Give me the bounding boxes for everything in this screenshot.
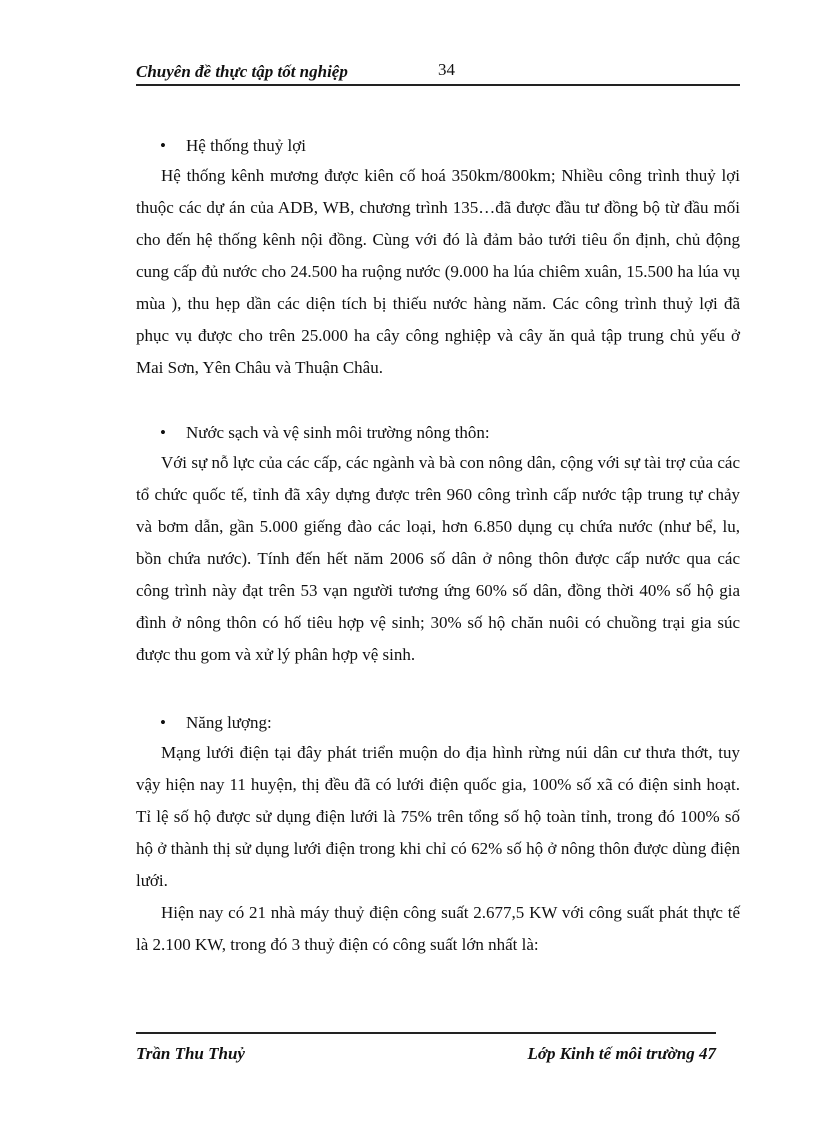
section-heading-text: Năng lượng: [186, 713, 272, 732]
page-header [136, 58, 740, 86]
main-content [136, 132, 740, 961]
page-number: 34 [438, 60, 455, 79]
bullet-icon: • [160, 423, 166, 442]
section-heading [136, 132, 740, 160]
bullet-icon: • [160, 713, 166, 732]
paragraph: Với sự nỗ lực của các cấp, các ngành và bà con nông dân, cộng với sự tài trợ của các tổ chức quốc tế, tỉnh đã xây dựng được trên 960 công trình cấp nước tập trung tự chảy và bơm dẫn, gần 5.000 giếng đào các loại, hơn 6.850 dụng cụ chứa nước (như bể, lu, bồn chứa nước). Tính đến hết năm 2006 số dân ở nông thôn được cấp nước qua các công trình này đạt trên 53 vạn người tương ứng 60% số dân, đồng thời 40% số hộ gia đình ở nông thôn có hố tiêu hợp vệ sinh; 30% số hộ chăn nuôi có chuồng trại gia súc được thu gom và xử lý phân hợp vệ sinh. [136, 453, 740, 664]
author-name: Trần Thu Thuỷ [136, 1044, 245, 1063]
paragraph: Hệ thống kênh mương được kiên cố hoá 350km/800km; Nhiều công trình thuỷ lợi thuộc các dự án của ADB, WB, chương trình 135…đã được đầu tư đồng bộ từ đầu mối cho đến hệ thống kênh nội đồng. Cùng với đó là đảm bảo tưới tiêu ổn định, chủ động cung cấp đủ nước cho 24.500 ha ruộng nước (9.000 ha lúa chiêm xuân, 15.500 ha lúa vụ mùa ), thu hẹp dần các diện tích bị thiếu nước hàng năm. Các công trình thuỷ lợi đã phục vụ được cho trên 25.000 ha cây công nghiệp và cây ăn quả tập trung chủ yếu ở Mai Sơn, Yên Châu và Thuận Châu. [136, 166, 740, 377]
page-footer [136, 1032, 716, 1063]
section-heading [136, 419, 740, 447]
section-heading-text: Hệ thống thuỷ lợi [186, 136, 306, 155]
bullet-icon: • [160, 136, 166, 155]
paragraph: Mạng lưới điện tại đây phát triển muộn do địa hình rừng núi dân cư thưa thớt, tuy vậy hiện nay 11 huyện, thị đều đã có lưới điện quốc gia, 100% số xã có điện sinh hoạt. Tỉ lệ số hộ được sử dụng điện lưới là 75% trên tổng số hộ toàn tỉnh, trong đó 100% số hộ ở thành thị sử dụng lưới điện trong khi chỉ có 62% số hộ ở nông thôn được dùng điện lưới. [136, 743, 740, 890]
document-title: Chuyên đề thực tập tốt nghiệp [136, 62, 348, 81]
class-name: Lớp Kinh tế môi trường 47 [527, 1044, 716, 1063]
section-heading [136, 709, 740, 737]
paragraph: Hiện nay có 21 nhà máy thuỷ điện công suất 2.677,5 KW với công suất phát thực tế là 2.100 KW, trong đó 3 thuỷ điện có công suất lớn nhất là: [136, 903, 740, 954]
section-heading-text: Nước sạch và vệ sinh môi trường nông thôn: [186, 423, 490, 442]
